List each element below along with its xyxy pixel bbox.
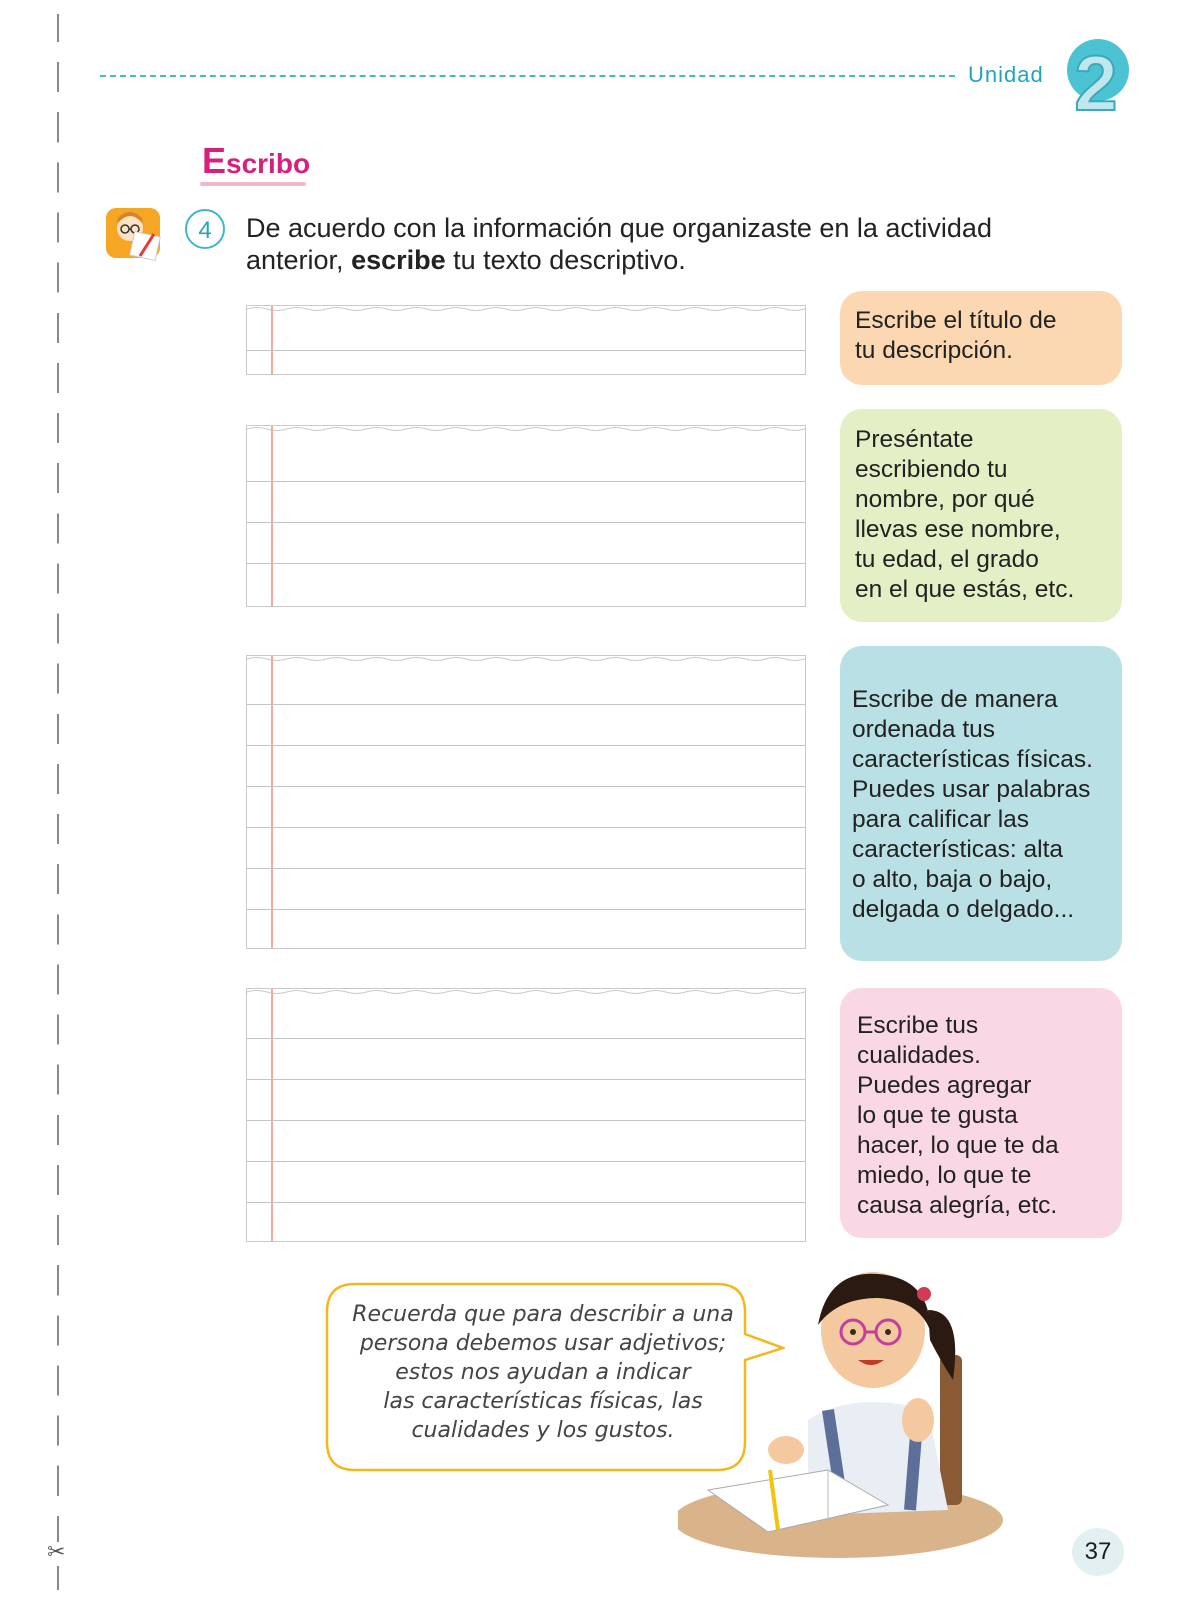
tip-title: Escribe el título de tu descripción.: [840, 291, 1122, 385]
torn-edge: [247, 305, 805, 314]
page-number: 37: [1072, 1528, 1124, 1576]
activity-number: 4: [185, 209, 225, 249]
ruled-line: [247, 522, 805, 523]
tip-qualities: Escribe tus cualidades. Puedes agregar lo que te gusta hacer, lo que te da miedo, lo que te causa alegría, etc.: [840, 988, 1122, 1238]
torn-edge: [247, 425, 805, 434]
section-title-underline: [200, 182, 306, 186]
ruled-line: [247, 745, 805, 746]
writing-activity-icon: [102, 204, 166, 264]
ruled-line: [247, 704, 805, 705]
writing-area-title[interactable]: [246, 305, 806, 375]
ruled-line: [247, 786, 805, 787]
cut-guide-line: [57, 14, 59, 1590]
writing-area-presentation[interactable]: [246, 425, 806, 607]
writing-area-physical[interactable]: [246, 655, 806, 949]
torn-edge: [247, 988, 805, 997]
margin-line: [271, 306, 273, 374]
ruled-line: [247, 563, 805, 564]
ruled-line: [247, 909, 805, 910]
girl-writing-illustration: [678, 1270, 1018, 1560]
unit-number-badge: [1060, 30, 1130, 122]
ruled-line: [247, 481, 805, 482]
margin-line: [271, 426, 273, 606]
ruled-line: [247, 1120, 805, 1121]
writing-area-qualities[interactable]: [246, 988, 806, 1242]
ruled-line: [247, 1202, 805, 1203]
ruled-line: [247, 1038, 805, 1039]
unit-number: 2: [1074, 39, 1118, 122]
scissors-icon: ✂: [47, 1540, 66, 1565]
ruled-line: [247, 868, 805, 869]
reminder-text: Recuerda que para describir a una persona debemos usar adjetivos; estos nos ayudan a indicar las características físicas, las cualidades y los gustos.: [352, 1302, 734, 1443]
tip-physical: Escribe de manera ordenada tus características físicas. Puedes usar palabras para calificar las características: alta o alto, baja o bajo, delgada o delgado...: [840, 646, 1122, 961]
tip-presentation: Preséntate escribiendo tu nombre, por qué llevas ese nombre, tu edad, el grado en el que estás, etc.: [840, 409, 1122, 622]
ruled-line: [247, 1079, 805, 1080]
margin-line: [271, 656, 273, 948]
activity-instruction: De acuerdo con la información que organizaste en la actividad anterior, escribe tu texto descriptivo.: [246, 213, 992, 275]
margin-line: [271, 989, 273, 1241]
section-title: Escribo: [202, 140, 311, 181]
header-divider: [100, 75, 955, 77]
ruled-line: [247, 827, 805, 828]
torn-edge: [247, 655, 805, 664]
ruled-line: [247, 350, 805, 351]
ruled-line: [247, 1161, 805, 1162]
unit-label: Unidad: [968, 62, 1044, 87]
